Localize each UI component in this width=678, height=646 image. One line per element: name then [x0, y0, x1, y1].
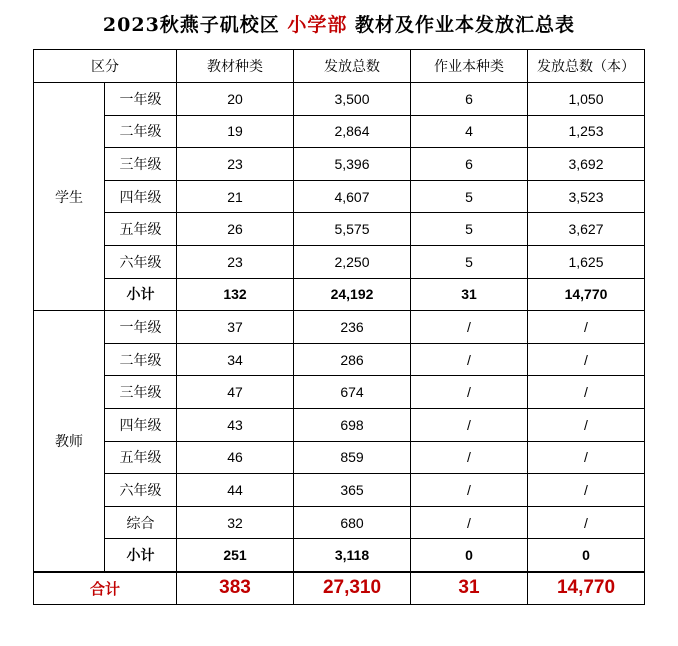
textbook-total-cell: 365	[294, 474, 411, 507]
summary-table	[33, 49, 645, 605]
teachers-group-label: 教师	[34, 311, 105, 572]
page-title	[0, 10, 678, 37]
textbook-kinds-cell: 47	[177, 376, 294, 409]
subtotal-workbook-total: 14,770	[528, 278, 645, 311]
workbook-total-cell: /	[528, 506, 645, 539]
workbook-kinds-cell: /	[411, 311, 528, 344]
grade-cell: 三年级	[105, 376, 177, 409]
workbook-kinds-cell: 5	[411, 213, 528, 246]
workbook-kinds-cell: 5	[411, 180, 528, 213]
workbook-total-cell: /	[528, 474, 645, 507]
grade-cell: 六年级	[105, 245, 177, 278]
workbook-total-cell: /	[528, 343, 645, 376]
header-workbook-total: 发放总数（本）	[528, 50, 645, 83]
header-category: 区分	[34, 50, 177, 83]
grade-cell: 四年级	[105, 180, 177, 213]
table-row	[34, 441, 645, 474]
table-row	[34, 115, 645, 148]
textbook-kinds-cell: 23	[177, 148, 294, 181]
table-row	[34, 343, 645, 376]
workbook-kinds-cell: /	[411, 441, 528, 474]
workbook-total-cell: 3,627	[528, 213, 645, 246]
workbook-kinds-cell: 6	[411, 83, 528, 116]
textbook-total-cell: 236	[294, 311, 411, 344]
subtotal-textbook-total: 24,192	[294, 278, 411, 311]
table-row	[34, 506, 645, 539]
textbook-total-cell: 3,500	[294, 83, 411, 116]
table-header-row	[34, 50, 645, 83]
workbook-total-cell: 3,523	[528, 180, 645, 213]
grade-cell: 二年级	[105, 343, 177, 376]
textbook-kinds-cell: 20	[177, 83, 294, 116]
grade-cell: 综合	[105, 506, 177, 539]
grade-cell: 一年级	[105, 83, 177, 116]
grand-total-textbook-total: 27,310	[294, 572, 411, 605]
teachers-subtotal-row	[34, 539, 645, 572]
table-row	[34, 376, 645, 409]
subtotal-textbook-total: 3,118	[294, 539, 411, 572]
workbook-kinds-cell: 4	[411, 115, 528, 148]
textbook-total-cell: 698	[294, 408, 411, 441]
subtotal-workbook-kinds: 31	[411, 278, 528, 311]
grade-cell: 二年级	[105, 115, 177, 148]
textbook-kinds-cell: 37	[177, 311, 294, 344]
grade-cell: 三年级	[105, 148, 177, 181]
workbook-total-cell: 1,050	[528, 83, 645, 116]
workbook-kinds-cell: 5	[411, 245, 528, 278]
grand-total-workbook-kinds: 31	[411, 572, 528, 605]
grand-total-row	[34, 572, 645, 605]
workbook-total-cell: /	[528, 311, 645, 344]
textbook-total-cell: 680	[294, 506, 411, 539]
table-row	[34, 408, 645, 441]
header-textbook-total: 发放总数	[294, 50, 411, 83]
workbook-total-cell: 3,692	[528, 148, 645, 181]
workbook-kinds-cell: /	[411, 408, 528, 441]
students-group-label: 学生	[34, 83, 105, 311]
title-highlight: 小学部	[287, 14, 348, 36]
grade-cell: 五年级	[105, 441, 177, 474]
title-suffix: 教材及作业本发放汇总表	[347, 14, 576, 36]
textbook-kinds-cell: 21	[177, 180, 294, 213]
textbook-total-cell: 286	[294, 343, 411, 376]
grade-cell: 四年级	[105, 408, 177, 441]
textbook-kinds-cell: 46	[177, 441, 294, 474]
textbook-total-cell: 5,396	[294, 148, 411, 181]
workbook-total-cell: 1,625	[528, 245, 645, 278]
title-prefix: 2023秋燕子矶校区	[102, 14, 288, 36]
textbook-total-cell: 2,864	[294, 115, 411, 148]
grade-cell: 五年级	[105, 213, 177, 246]
subtotal-textbook-kinds: 251	[177, 539, 294, 572]
table-row	[34, 245, 645, 278]
table-row	[34, 474, 645, 507]
header-textbook-kinds: 教材种类	[177, 50, 294, 83]
textbook-total-cell: 2,250	[294, 245, 411, 278]
workbook-kinds-cell: /	[411, 343, 528, 376]
textbook-total-cell: 4,607	[294, 180, 411, 213]
grand-total-textbook-kinds: 383	[177, 572, 294, 605]
students-subtotal-row	[34, 278, 645, 311]
table-row	[34, 180, 645, 213]
subtotal-label: 小计	[105, 539, 177, 572]
table-row	[34, 148, 645, 181]
header-workbook-kinds: 作业本种类	[411, 50, 528, 83]
subtotal-label: 小计	[105, 278, 177, 311]
grand-total-label: 合计	[34, 572, 177, 605]
subtotal-textbook-kinds: 132	[177, 278, 294, 311]
textbook-total-cell: 674	[294, 376, 411, 409]
workbook-total-cell: /	[528, 441, 645, 474]
workbook-total-cell: /	[528, 376, 645, 409]
textbook-kinds-cell: 43	[177, 408, 294, 441]
workbook-total-cell: 1,253	[528, 115, 645, 148]
subtotal-workbook-total: 0	[528, 539, 645, 572]
textbook-kinds-cell: 34	[177, 343, 294, 376]
textbook-kinds-cell: 44	[177, 474, 294, 507]
table-row	[34, 311, 645, 344]
subtotal-workbook-kinds: 0	[411, 539, 528, 572]
textbook-kinds-cell: 23	[177, 245, 294, 278]
textbook-total-cell: 859	[294, 441, 411, 474]
workbook-kinds-cell: /	[411, 506, 528, 539]
summary-table-body	[34, 50, 645, 605]
grade-cell: 一年级	[105, 311, 177, 344]
table-row	[34, 83, 645, 116]
grand-total-workbook-total: 14,770	[528, 572, 645, 605]
workbook-kinds-cell: 6	[411, 148, 528, 181]
textbook-kinds-cell: 19	[177, 115, 294, 148]
textbook-total-cell: 5,575	[294, 213, 411, 246]
grade-cell: 六年级	[105, 474, 177, 507]
textbook-kinds-cell: 26	[177, 213, 294, 246]
textbook-kinds-cell: 32	[177, 506, 294, 539]
workbook-kinds-cell: /	[411, 474, 528, 507]
workbook-kinds-cell: /	[411, 376, 528, 409]
table-row	[34, 213, 645, 246]
workbook-total-cell: /	[528, 408, 645, 441]
